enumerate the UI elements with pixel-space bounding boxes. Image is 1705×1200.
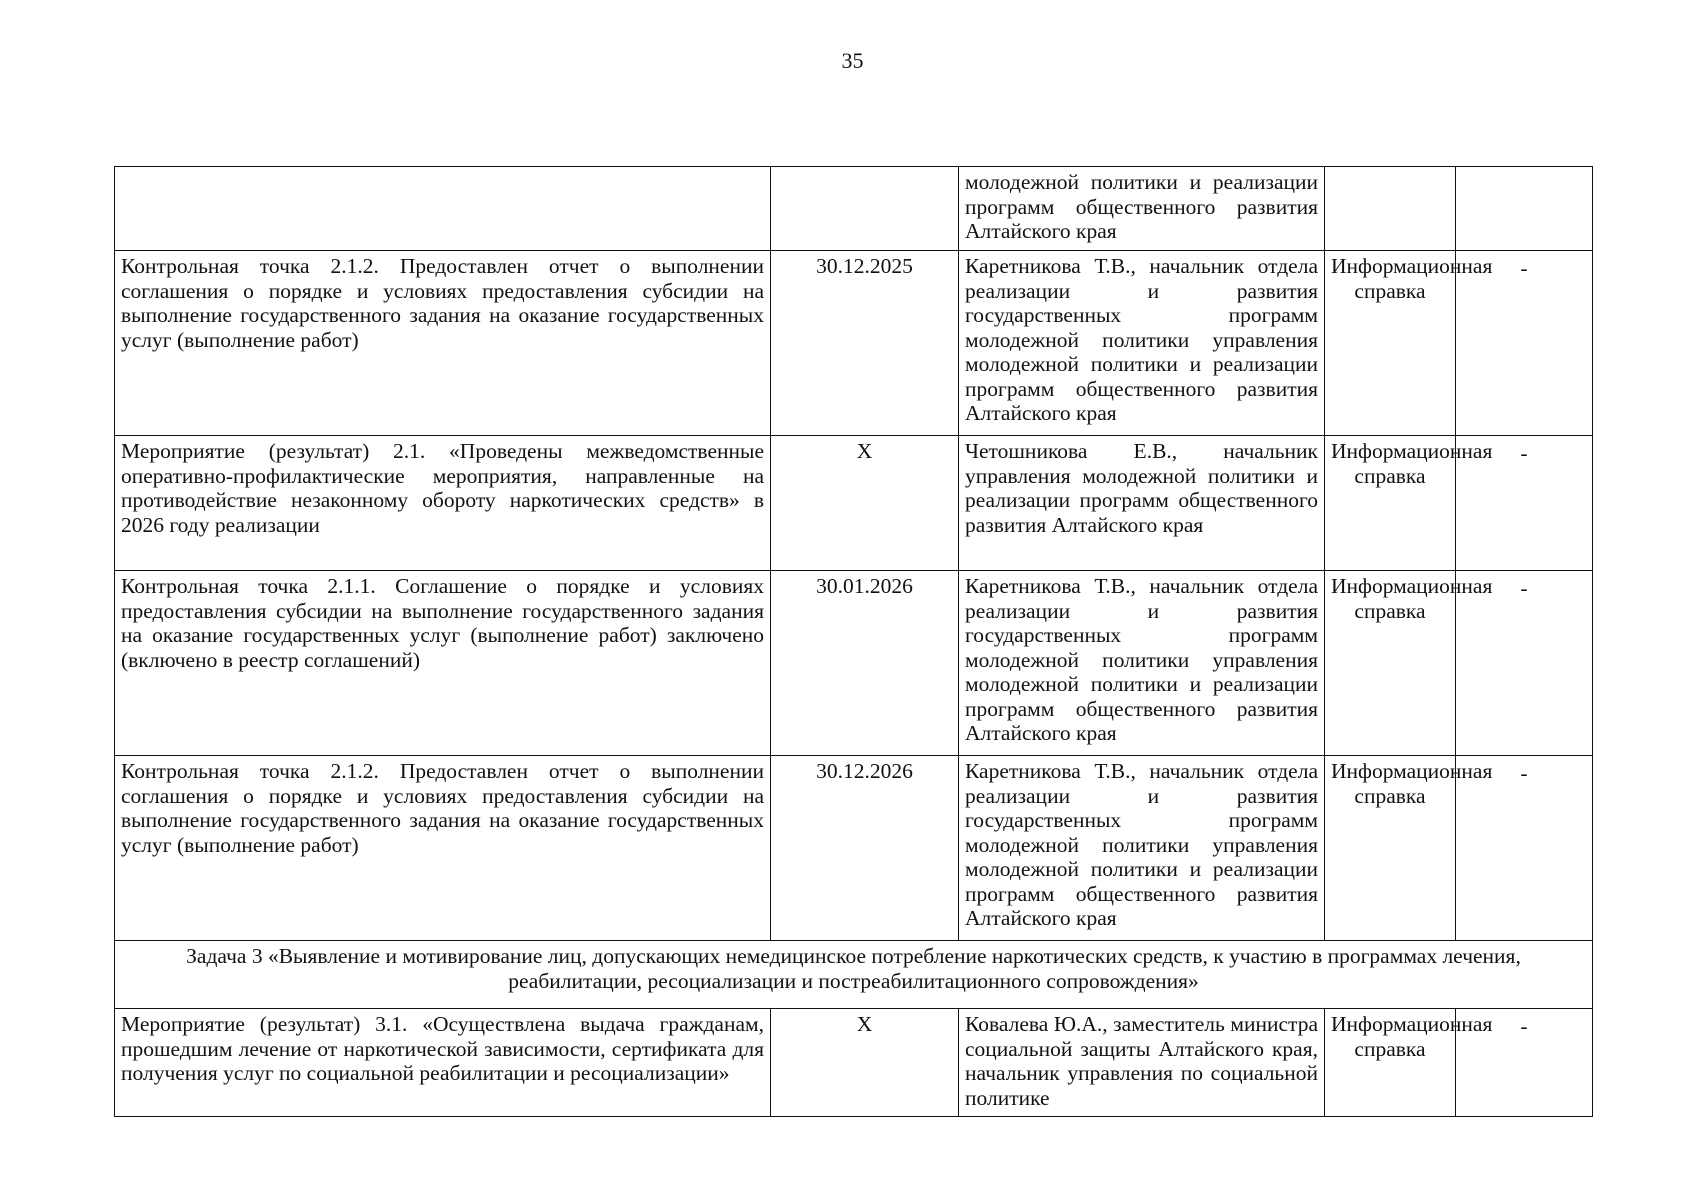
responsible-cell: Каретникова Т.В., начальник отдела реализации и развития государственных программ молодежной политики управления молодежной политики и реализации программ общественного развития Алтайского края bbox=[959, 251, 1325, 436]
responsible-cell: молодежной политики и реализации программ общественного развития Алтайского края bbox=[959, 167, 1325, 251]
document-type-cell bbox=[1325, 167, 1456, 251]
note-dash: - bbox=[1520, 576, 1528, 600]
responsible-cell: Четошникова Е.В., начальник управления молодежной политики и реализации программ общественного развития Алтайского края bbox=[959, 436, 1325, 571]
event-description-cell: Контрольная точка 2.1.1. Соглашение о порядке и условиях предоставления субсидии на выполнение государственного задания на оказание государственных услуг (выполнение работ) заключено (включено в реестр соглашений) bbox=[115, 571, 771, 756]
note-cell bbox=[1456, 756, 1593, 941]
deadline-cell bbox=[771, 167, 959, 251]
document-type-cell: Информационная справка bbox=[1325, 756, 1456, 941]
note-dash: - bbox=[1520, 761, 1528, 785]
table-row bbox=[115, 1009, 1593, 1117]
table-row bbox=[115, 756, 1593, 941]
responsible-cell: Каретникова Т.В., начальник отдела реализации и развития государственных программ молодежной политики управления молодежной политики и реализации программ общественного развития Алтайского края bbox=[959, 571, 1325, 756]
deadline-cell: X bbox=[771, 1009, 959, 1117]
table-row bbox=[115, 571, 1593, 756]
document-type-cell: Информационная справка bbox=[1325, 436, 1456, 571]
deadline-cell: X bbox=[771, 436, 959, 571]
event-description-cell: Контрольная точка 2.1.2. Предоставлен отчет о выполнении соглашения о порядке и условиях предоставления субсидии на выполнение государственного задания на оказание государственных услуг (выполнение работ) bbox=[115, 756, 771, 941]
table-row bbox=[115, 436, 1593, 571]
plan-table bbox=[114, 166, 1593, 1117]
note-dash: - bbox=[1520, 256, 1528, 280]
note-dash: - bbox=[1520, 441, 1528, 465]
note-cell bbox=[1456, 571, 1593, 756]
table-row bbox=[115, 251, 1593, 436]
deadline-cell: 30.12.2026 bbox=[771, 756, 959, 941]
responsible-cell: Каретникова Т.В., начальник отдела реализации и развития государственных программ молодежной политики управления молодежной политики и реализации программ общественного развития Алтайского края bbox=[959, 756, 1325, 941]
event-description-cell: Контрольная точка 2.1.2. Предоставлен отчет о выполнении соглашения о порядке и условиях предоставления субсидии на выполнение государственного задания на оказание государственных услуг (выполнение работ) bbox=[115, 251, 771, 436]
event-description-cell bbox=[115, 167, 771, 251]
page-number: 35 bbox=[841, 48, 864, 73]
responsible-cell: Ковалева Ю.А., заместитель министра социальной защиты Алтайского края, начальник управления по социальной политике bbox=[959, 1009, 1325, 1117]
note-cell bbox=[1456, 251, 1593, 436]
document-type-cell: Информационная справка bbox=[1325, 571, 1456, 756]
task-heading-row bbox=[115, 941, 1593, 1009]
task-heading: Задача 3 «Выявление и мотивирование лиц, допускающих немедицинское потребление наркотических средств, к участию в программах лечения, реабилитации, ресоциализации и постреабилитационного сопровождения» bbox=[115, 941, 1593, 1009]
note-cell bbox=[1456, 167, 1593, 251]
table-row bbox=[115, 167, 1593, 251]
event-description-cell: Мероприятие (результат) 3.1. «Осуществлена выдача гражданам, прошедшим лечение от наркотической зависимости, сертификата для получения услуг по социальной реабилитации и ресоциализации» bbox=[115, 1009, 771, 1117]
deadline-cell: 30.01.2026 bbox=[771, 571, 959, 756]
document-type-cell: Информационная справка bbox=[1325, 251, 1456, 436]
document-type-cell: Информационная справка bbox=[1325, 1009, 1456, 1117]
deadline-cell: 30.12.2025 bbox=[771, 251, 959, 436]
note-dash: - bbox=[1520, 1014, 1528, 1038]
event-description-cell: Мероприятие (результат) 2.1. «Проведены межведомственные оперативно-профилактические мероприятия, направленные на противодействие незаконному обороту наркотических средств» в 2026 году реализации bbox=[115, 436, 771, 571]
